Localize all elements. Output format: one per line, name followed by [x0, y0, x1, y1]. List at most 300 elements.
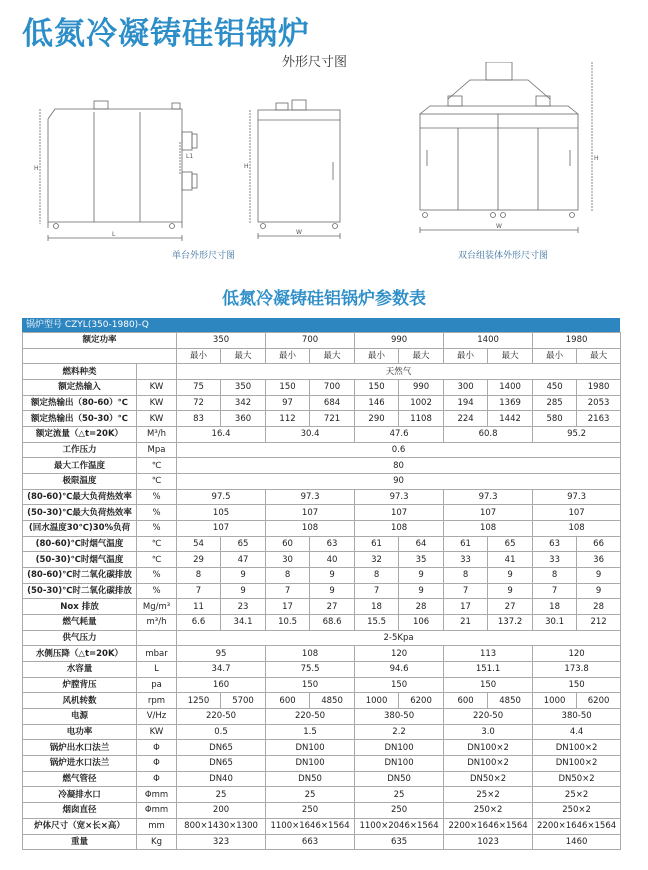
table-row: [23, 505, 621, 521]
row-value: 18: [355, 599, 399, 615]
table-row: [23, 458, 621, 474]
row-value: 380-50: [533, 709, 621, 725]
row-value: 600: [444, 693, 488, 709]
table-row: [23, 787, 621, 803]
table-row: [23, 677, 621, 693]
row-value: 250×2: [533, 803, 621, 819]
row-label: 炉体尺寸（宽×长×高）: [23, 818, 137, 834]
row-value: 30: [266, 552, 310, 568]
row-value: 27: [310, 599, 355, 615]
row-value: DN50: [266, 771, 355, 787]
row-value: 450: [533, 380, 577, 396]
row-value: 72: [177, 395, 221, 411]
table-row: [23, 709, 621, 725]
power-990: 990: [355, 333, 444, 349]
row-label: 额定热输出（80-60）℃: [23, 395, 137, 411]
row-value: DN65: [177, 740, 266, 756]
row-value: 83: [177, 411, 221, 427]
dim-label-l1: L1: [186, 153, 194, 160]
row-value: 105: [177, 505, 266, 521]
row-unit: Mg/m³: [137, 599, 177, 615]
row-label: 风机转数: [23, 693, 137, 709]
row-label: 燃料种类: [23, 364, 137, 380]
table-row: [23, 630, 621, 646]
row-value: 16.4: [177, 427, 266, 443]
table-row: [23, 583, 621, 599]
row-value: DN40: [177, 771, 266, 787]
row-value: 113: [444, 646, 533, 662]
row-unit: [137, 630, 177, 646]
row-value: 9: [221, 568, 266, 584]
row-label: 燃气耗量: [23, 615, 137, 631]
row-unit: mm: [137, 818, 177, 834]
row-value: 4850: [310, 693, 355, 709]
row-value: DN100×2: [444, 740, 533, 756]
row-value: 9: [310, 568, 355, 584]
row-unit: Φ: [137, 756, 177, 772]
row-value: 25×2: [444, 787, 533, 803]
row-value: 1000: [533, 693, 577, 709]
max-label: 最大: [310, 348, 355, 364]
row-value: 700: [310, 380, 355, 396]
header-row-minmax: [23, 348, 621, 364]
row-value: 75: [177, 380, 221, 396]
row-unit: Φmm: [137, 803, 177, 819]
row-value: 350: [221, 380, 266, 396]
row-value: 63: [310, 536, 355, 552]
power-350: 350: [177, 333, 266, 349]
min-label: 最小: [444, 348, 488, 364]
row-value: 97.3: [444, 489, 533, 505]
row-value: DN100×2: [533, 740, 621, 756]
row-value: 108: [266, 521, 355, 537]
row-value: 21: [444, 615, 488, 631]
row-value: 7: [177, 583, 221, 599]
row-value: 15.5: [355, 615, 399, 631]
row-unit: KW: [137, 395, 177, 411]
table-row: [23, 568, 621, 584]
row-value: 80: [177, 458, 621, 474]
row-label: (50-30)℃最大负荷热效率: [23, 505, 137, 521]
table-row: [23, 834, 621, 850]
row-value: 151.1: [444, 662, 533, 678]
row-value: 95: [177, 646, 266, 662]
row-value: 200: [177, 803, 266, 819]
row-value: 60.8: [444, 427, 533, 443]
row-label: (80-60)℃时二氧化碳排放: [23, 568, 137, 584]
row-label: 水侧压降（△t=20K）: [23, 646, 137, 662]
row-value: 990: [399, 380, 444, 396]
row-value: 97.5: [177, 489, 266, 505]
row-value: 75.5: [266, 662, 355, 678]
row-value: 800×1430×1300: [177, 818, 266, 834]
row-value: 65: [488, 536, 533, 552]
row-unit: %: [137, 568, 177, 584]
table-row: [23, 536, 621, 552]
row-label: 额定热输入: [23, 380, 137, 396]
row-value: 107: [355, 505, 444, 521]
row-value: 146: [355, 395, 399, 411]
row-value: 137.2: [488, 615, 533, 631]
row-value: 68.6: [310, 615, 355, 631]
row-value: 3.0: [444, 724, 533, 740]
row-value: 380-50: [355, 709, 444, 725]
table-row: [23, 771, 621, 787]
row-unit: Φmm: [137, 787, 177, 803]
row-label: 重量: [23, 834, 137, 850]
row-value: DN50×2: [444, 771, 533, 787]
row-value: 342: [221, 395, 266, 411]
row-value: 1.5: [266, 724, 355, 740]
table-row: [23, 427, 621, 443]
row-value: 66: [577, 536, 621, 552]
row-value: 300: [444, 380, 488, 396]
row-value: 1250: [177, 693, 221, 709]
row-value: 17: [266, 599, 310, 615]
row-value: 94.6: [355, 662, 444, 678]
row-value: 194: [444, 395, 488, 411]
row-value: 1980: [577, 380, 621, 396]
row-label: 极限温度: [23, 474, 137, 490]
table-row: [23, 395, 621, 411]
row-value: 635: [355, 834, 444, 850]
max-label: 最大: [399, 348, 444, 364]
row-value: 8: [444, 568, 488, 584]
row-value: 108: [266, 646, 355, 662]
table-row: [23, 724, 621, 740]
row-value: 30.4: [266, 427, 355, 443]
row-value: 250: [355, 803, 444, 819]
row-value: 10.5: [266, 615, 310, 631]
row-unit: pa: [137, 677, 177, 693]
row-value: 33: [533, 552, 577, 568]
row-unit: Kg: [137, 834, 177, 850]
row-value: 9: [488, 583, 533, 599]
row-unit: ℃: [137, 552, 177, 568]
table-row: [23, 803, 621, 819]
max-label: 最大: [488, 348, 533, 364]
row-value: 150: [266, 380, 310, 396]
row-value: 61: [355, 536, 399, 552]
row-value: 34.7: [177, 662, 266, 678]
row-value: DN100×2: [444, 756, 533, 772]
row-value: 4850: [488, 693, 533, 709]
row-unit: Φ: [137, 771, 177, 787]
row-value: 0.5: [177, 724, 266, 740]
power-1980: 1980: [533, 333, 621, 349]
table-row: [23, 756, 621, 772]
table-row: [23, 380, 621, 396]
single-drawing-caption: 单台外形尺寸图: [172, 251, 236, 261]
row-value: 25×2: [533, 787, 621, 803]
row-value: DN100: [266, 740, 355, 756]
row-value: 2.2: [355, 724, 444, 740]
row-value: 0.6: [177, 442, 621, 458]
row-value: 1023: [444, 834, 533, 850]
row-value: 108: [533, 521, 621, 537]
row-value: 7: [355, 583, 399, 599]
row-value: DN100: [355, 756, 444, 772]
row-value: 34.1: [221, 615, 266, 631]
row-label: 电源: [23, 709, 137, 725]
row-value: 28: [399, 599, 444, 615]
row-value: 360: [221, 411, 266, 427]
row-value: 107: [533, 505, 621, 521]
row-value: 5700: [221, 693, 266, 709]
row-value: 41: [488, 552, 533, 568]
row-unit: ℃: [137, 536, 177, 552]
dim-label-h2: H: [244, 163, 249, 170]
row-unit: m³/h: [137, 615, 177, 631]
row-value: 2200×1646×1564: [533, 818, 621, 834]
row-value: 600: [266, 693, 310, 709]
dim-label-w2: W: [496, 223, 502, 230]
dimension-drawings: [0, 62, 648, 262]
row-value: DN50: [355, 771, 444, 787]
row-unit: mbar: [137, 646, 177, 662]
row-value: 663: [266, 834, 355, 850]
row-value: 120: [533, 646, 621, 662]
row-value: 8: [177, 568, 221, 584]
row-value: 323: [177, 834, 266, 850]
row-unit: V/Hz: [137, 709, 177, 725]
row-label: (80-60)℃最大负荷热效率: [23, 489, 137, 505]
row-unit: L: [137, 662, 177, 678]
min-label: 最小: [266, 348, 310, 364]
row-value: 7: [444, 583, 488, 599]
row-value: 220-50: [444, 709, 533, 725]
single-front-view: [250, 100, 340, 239]
row-value: 27: [488, 599, 533, 615]
row-value: 40: [310, 552, 355, 568]
table-row: [23, 442, 621, 458]
row-value: 63: [533, 536, 577, 552]
row-value: 7: [266, 583, 310, 599]
row-value: 25: [266, 787, 355, 803]
row-label: 锅炉出水口法兰: [23, 740, 137, 756]
row-value: 220-50: [177, 709, 266, 725]
row-value: 106: [399, 615, 444, 631]
row-value: 天然气: [177, 364, 621, 380]
row-value: 2163: [577, 411, 621, 427]
row-unit: Φ: [137, 740, 177, 756]
power-1400: 1400: [444, 333, 533, 349]
rated-power-label: 额定功率: [23, 333, 177, 349]
row-value: 220-50: [266, 709, 355, 725]
row-value: 23: [221, 599, 266, 615]
row-value: 65: [221, 536, 266, 552]
row-value: 120: [355, 646, 444, 662]
row-value: 9: [577, 583, 621, 599]
row-value: 8: [266, 568, 310, 584]
row-label: 冷凝排水口: [23, 787, 137, 803]
row-value: DN100: [266, 756, 355, 772]
row-value: 9: [577, 568, 621, 584]
row-value: 28: [577, 599, 621, 615]
row-value: 11: [177, 599, 221, 615]
row-value: 17: [444, 599, 488, 615]
row-unit: %: [137, 489, 177, 505]
row-value: 29: [177, 552, 221, 568]
row-label: 工作压力: [23, 442, 137, 458]
row-value: 285: [533, 395, 577, 411]
row-unit: rpm: [137, 693, 177, 709]
power-700: 700: [266, 333, 355, 349]
double-assembly-view: [420, 62, 592, 233]
drawing-subtitle: 外形尺寸图: [282, 55, 348, 70]
row-value: 1100×2046×1564: [355, 818, 444, 834]
row-value: 33: [444, 552, 488, 568]
row-value: 9: [399, 583, 444, 599]
row-label: 额定热输出（50-30）℃: [23, 411, 137, 427]
row-value: 47.6: [355, 427, 444, 443]
row-value: 150: [444, 677, 533, 693]
header-row-power: [23, 333, 621, 349]
row-value: 36: [577, 552, 621, 568]
row-value: 2053: [577, 395, 621, 411]
row-value: 108: [355, 521, 444, 537]
row-value: DN65: [177, 756, 266, 772]
row-label: 烟囱直径: [23, 803, 137, 819]
row-value: DN100: [355, 740, 444, 756]
row-value: 1460: [533, 834, 621, 850]
table-row: [23, 740, 621, 756]
row-value: 35: [399, 552, 444, 568]
row-value: 9: [221, 583, 266, 599]
row-unit: ℃: [137, 458, 177, 474]
row-unit: Mpa: [137, 442, 177, 458]
table-row: [23, 521, 621, 537]
row-value: 1442: [488, 411, 533, 427]
row-value: DN50×2: [533, 771, 621, 787]
row-value: 2200×1646×1564: [444, 818, 533, 834]
table-row: [23, 474, 621, 490]
row-value: 25: [355, 787, 444, 803]
row-value: 1000: [355, 693, 399, 709]
row-value: 97.3: [266, 489, 355, 505]
model-label: 锅炉型号 CZYL(350-1980)-Q: [22, 318, 620, 332]
row-value: 1369: [488, 395, 533, 411]
table-row: [23, 552, 621, 568]
row-value: 8: [533, 568, 577, 584]
row-label: 最大工作温度: [23, 458, 137, 474]
row-value: 90: [177, 474, 621, 490]
table-row: [23, 662, 621, 678]
row-value: 95.2: [533, 427, 621, 443]
min-label: 最小: [533, 348, 577, 364]
table-row: [23, 615, 621, 631]
row-value: 1100×1646×1564: [266, 818, 355, 834]
table-row: [23, 693, 621, 709]
table-row: [23, 646, 621, 662]
row-unit: KW: [137, 380, 177, 396]
row-label: 供气压力: [23, 630, 137, 646]
row-value: 212: [577, 615, 621, 631]
row-unit: KW: [137, 411, 177, 427]
row-value: 107: [177, 521, 266, 537]
row-value: 684: [310, 395, 355, 411]
row-unit: [137, 364, 177, 380]
row-value: 112: [266, 411, 310, 427]
single-side-view: [40, 101, 197, 241]
row-value: 150: [355, 380, 399, 396]
max-label: 最大: [221, 348, 266, 364]
row-value: 224: [444, 411, 488, 427]
row-value: 18: [533, 599, 577, 615]
row-label: (50-30)℃时二氧化碳排放: [23, 583, 137, 599]
row-value: 1108: [399, 411, 444, 427]
row-unit: M³/h: [137, 427, 177, 443]
row-unit: KW: [137, 724, 177, 740]
row-value: 47: [221, 552, 266, 568]
row-value: 107: [266, 505, 355, 521]
row-value: 173.8: [533, 662, 621, 678]
row-unit: ℃: [137, 474, 177, 490]
row-value: 8: [355, 568, 399, 584]
row-value: 2-5Kpa: [177, 630, 621, 646]
table-row: [23, 818, 621, 834]
row-value: 1002: [399, 395, 444, 411]
row-value: 97.3: [355, 489, 444, 505]
row-value: 1400: [488, 380, 533, 396]
row-value: 6200: [577, 693, 621, 709]
table-row: [23, 489, 621, 505]
row-value: 7: [533, 583, 577, 599]
table-row: [23, 364, 621, 380]
row-value: 54: [177, 536, 221, 552]
row-value: 150: [355, 677, 444, 693]
dim-label-h: H: [34, 165, 39, 172]
blank-cell: [23, 348, 177, 364]
dim-label-l: L: [112, 231, 116, 238]
row-value: 32: [355, 552, 399, 568]
max-label: 最大: [577, 348, 621, 364]
row-value: 97.3: [533, 489, 621, 505]
row-label: (回水温度30℃)30%负荷: [23, 521, 137, 537]
row-unit: %: [137, 583, 177, 599]
row-value: 30.1: [533, 615, 577, 631]
row-value: DN100×2: [533, 756, 621, 772]
row-label: 燃气管径: [23, 771, 137, 787]
page-title: 低氮冷凝铸硅铝锅炉: [22, 16, 310, 52]
double-drawing-caption: 双台组装体外形尺寸图: [458, 251, 549, 261]
row-value: 97: [266, 395, 310, 411]
dim-label-w: W: [296, 229, 302, 236]
row-value: 250×2: [444, 803, 533, 819]
table-row: [23, 599, 621, 615]
dim-label-h3: H: [594, 155, 599, 162]
row-value: 9: [399, 568, 444, 584]
row-label: Nox 排放: [23, 599, 137, 615]
row-value: 160: [177, 677, 266, 693]
row-label: 额定流量（△t=20K）: [23, 427, 137, 443]
row-label: (80-60)℃时烟气温度: [23, 536, 137, 552]
row-value: 6.6: [177, 615, 221, 631]
row-value: 25: [177, 787, 266, 803]
row-value: 250: [266, 803, 355, 819]
row-value: 107: [444, 505, 533, 521]
row-value: 61: [444, 536, 488, 552]
row-value: 9: [488, 568, 533, 584]
row-value: 721: [310, 411, 355, 427]
row-label: (50-30)℃时烟气温度: [23, 552, 137, 568]
min-label: 最小: [177, 348, 221, 364]
row-value: 150: [266, 677, 355, 693]
row-label: 水容量: [23, 662, 137, 678]
row-value: 108: [444, 521, 533, 537]
parameter-table: [22, 332, 621, 850]
row-label: 电功率: [23, 724, 137, 740]
